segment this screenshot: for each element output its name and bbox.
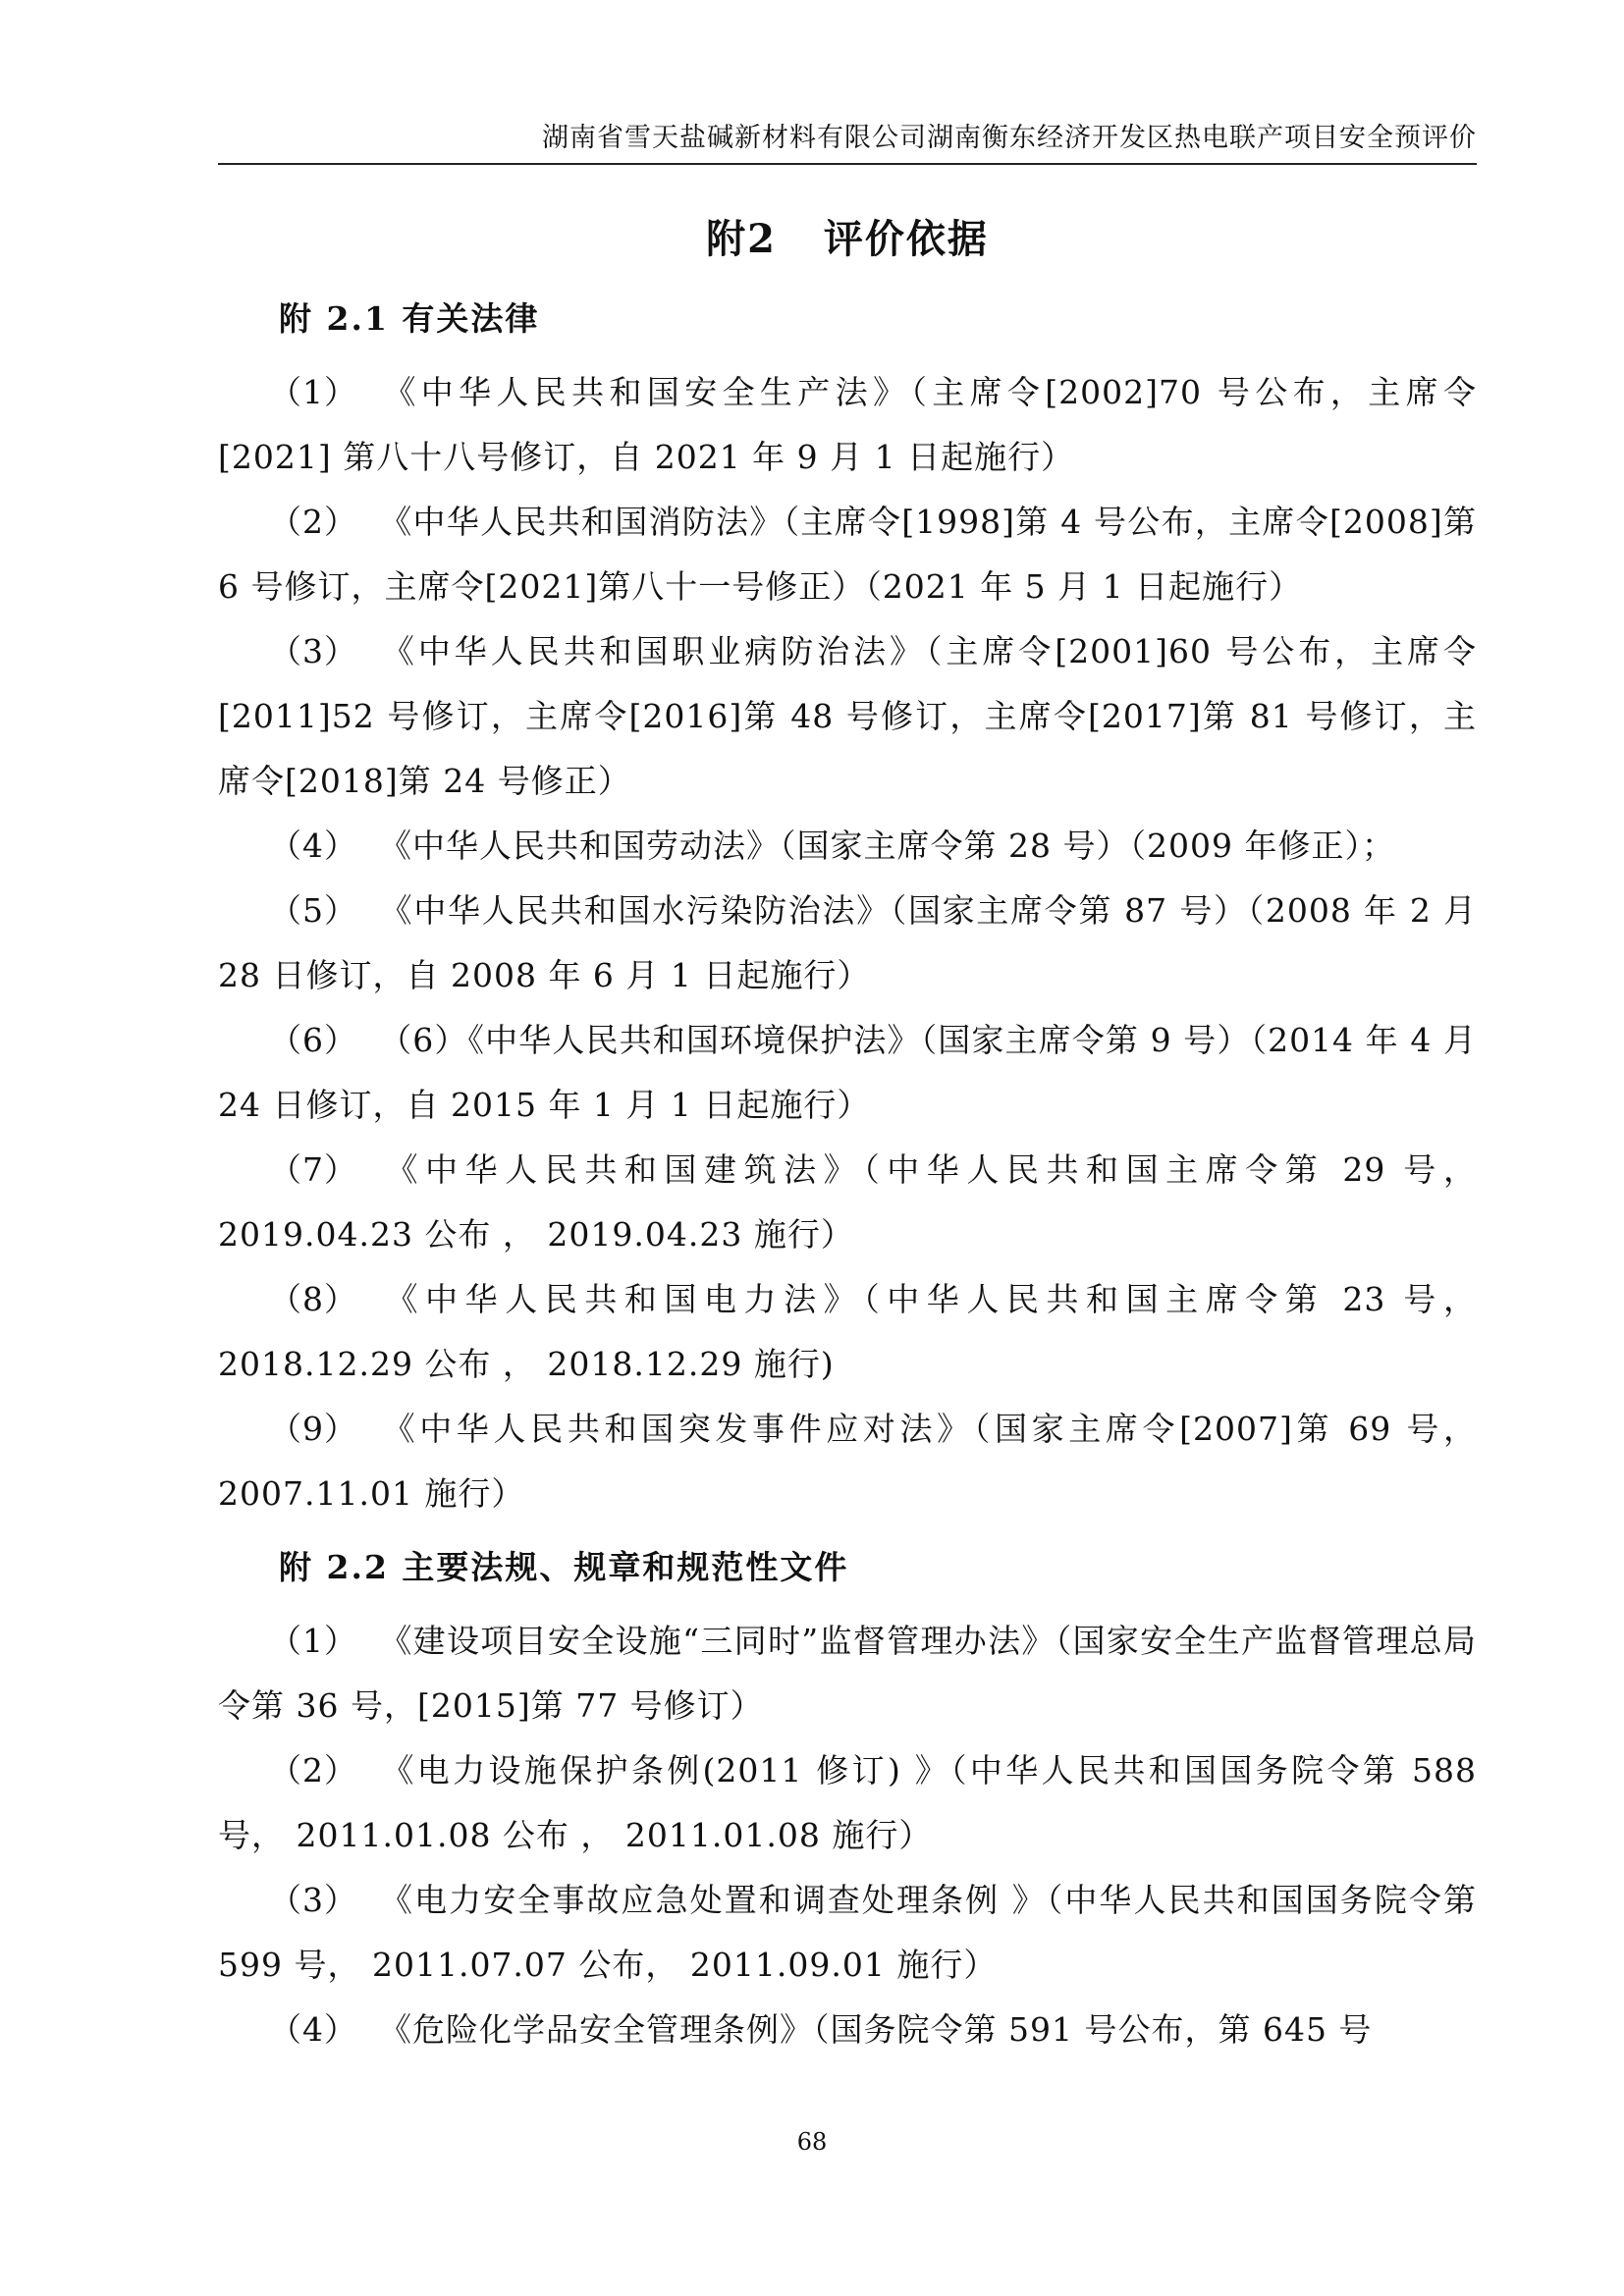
item-text: 《中华人民共和国职业病防治法》（主席令[2001]60 号公布，主席令[2011]52 号修订，主席令[2016]第 48 号修订，主席令[2017]第 81 号修订，主席令[2018]第 24 号修正） [218,632,1477,800]
list-item [218,1738,1477,1868]
section-heading-regulations: 附 2.2 主要法规、规章和规范性文件 [279,1548,849,1586]
item-text: （6）《中华人民共和国环境保护法》（国家主席令第 9 号）（2014 年 4 月 24 日修订，自 2015 年 1 月 1 日起施行） [218,1021,1477,1124]
item-number: （3） [269,1881,357,1919]
list-item [218,1397,1477,1526]
list-item [218,1609,1477,1738]
item-number: （1） [269,373,357,411]
item-text: 《建设项目安全设施“三同时”监督管理办法》（国家安全生产监督管理总局令第 36 号，[2015]第 77 号修订） [218,1622,1477,1725]
item-number: （4） [269,827,357,865]
item-number: （4） [269,2010,357,2049]
list-item [218,1267,1477,1397]
list-item [218,879,1477,1008]
list-item [218,360,1477,490]
item-number: （5） [269,891,357,930]
item-text: 《电力安全事故应急处置和调查处理条例 》（中华人民共和国国务院令第 599 号， 2011.07.07 公布， 2011.09.01 施行） [218,1881,1477,1984]
appendix-title-main: 评价依据 [823,216,989,262]
item-text: 《中华人民共和国消防法》（主席令[1998]第 4 号公布，主席令[2008]第 6 号修订，主席令[2021]第八十一号修正）（2021 年 5 月 1 日起施行） [218,503,1477,606]
list-item [218,1008,1477,1138]
item-number: （3） [269,632,357,670]
item-number: （8） [269,1280,357,1318]
item-text: 《中华人民共和国劳动法》（国家主席令第 28 号）（2009 年修正）； [379,827,1395,865]
item-number: （2） [269,503,357,541]
list-item [218,1868,1477,1998]
appendix-title-prefix: 附2 [706,216,777,262]
item-number: （9） [269,1410,357,1448]
item-text: 《中华人民共和国水污染防治法》（国家主席令第 87 号）（2008 年 2 月 28 日修订，自 2008 年 6 月 1 日起施行） [218,891,1477,994]
item-text: 《中华人民共和国建筑法》（中华人民共和国主席令第 29 号，2019.04.23 公布 ， 2019.04.23 施行） [218,1150,1477,1254]
list-item [218,490,1477,619]
page-content [218,208,1477,2062]
item-text: 《中华人民共和国电力法》（中华人民共和国主席令第 23 号，2018.12.29 公布 ， 2018.12.29 施行) [218,1280,1477,1383]
page-header: 湖南省雪天盐碱新材料有限公司湖南衡东经济开发区热电联产项目安全预评价 [218,116,1477,165]
list-item [218,1998,1477,2062]
item-number: （1） [269,1622,357,1660]
item-number: （6） [269,1021,357,1059]
item-text: 《危险化学品安全管理条例》（国务院令第 591 号公布，第 645 号 [379,2010,1373,2049]
section-heading-laws: 附 2.1 有关法律 [279,299,540,338]
item-text: 《中华人民共和国突发事件应对法》（国家主席令[2007]第 69 号，2007.11.01 施行） [218,1410,1477,1513]
item-number: （2） [269,1751,357,1789]
list-item [218,619,1477,814]
item-number: （7） [269,1150,357,1189]
item-text: 《电力设施保护条例(2011 修订) 》（中华人民共和国国务院令第 588 号， 2011.01.08 公布 ， 2011.01.08 施行） [218,1751,1477,1854]
appendix-title [218,208,1477,264]
list-item [218,1138,1477,1267]
item-text: 《中华人民共和国安全生产法》（主席令[2002]70 号公布，主席令[2021] 第八十八号修订，自 2021 年 9 月 1 日起施行） [218,373,1477,476]
page-number: 68 [796,2128,828,2156]
list-item [218,814,1477,879]
